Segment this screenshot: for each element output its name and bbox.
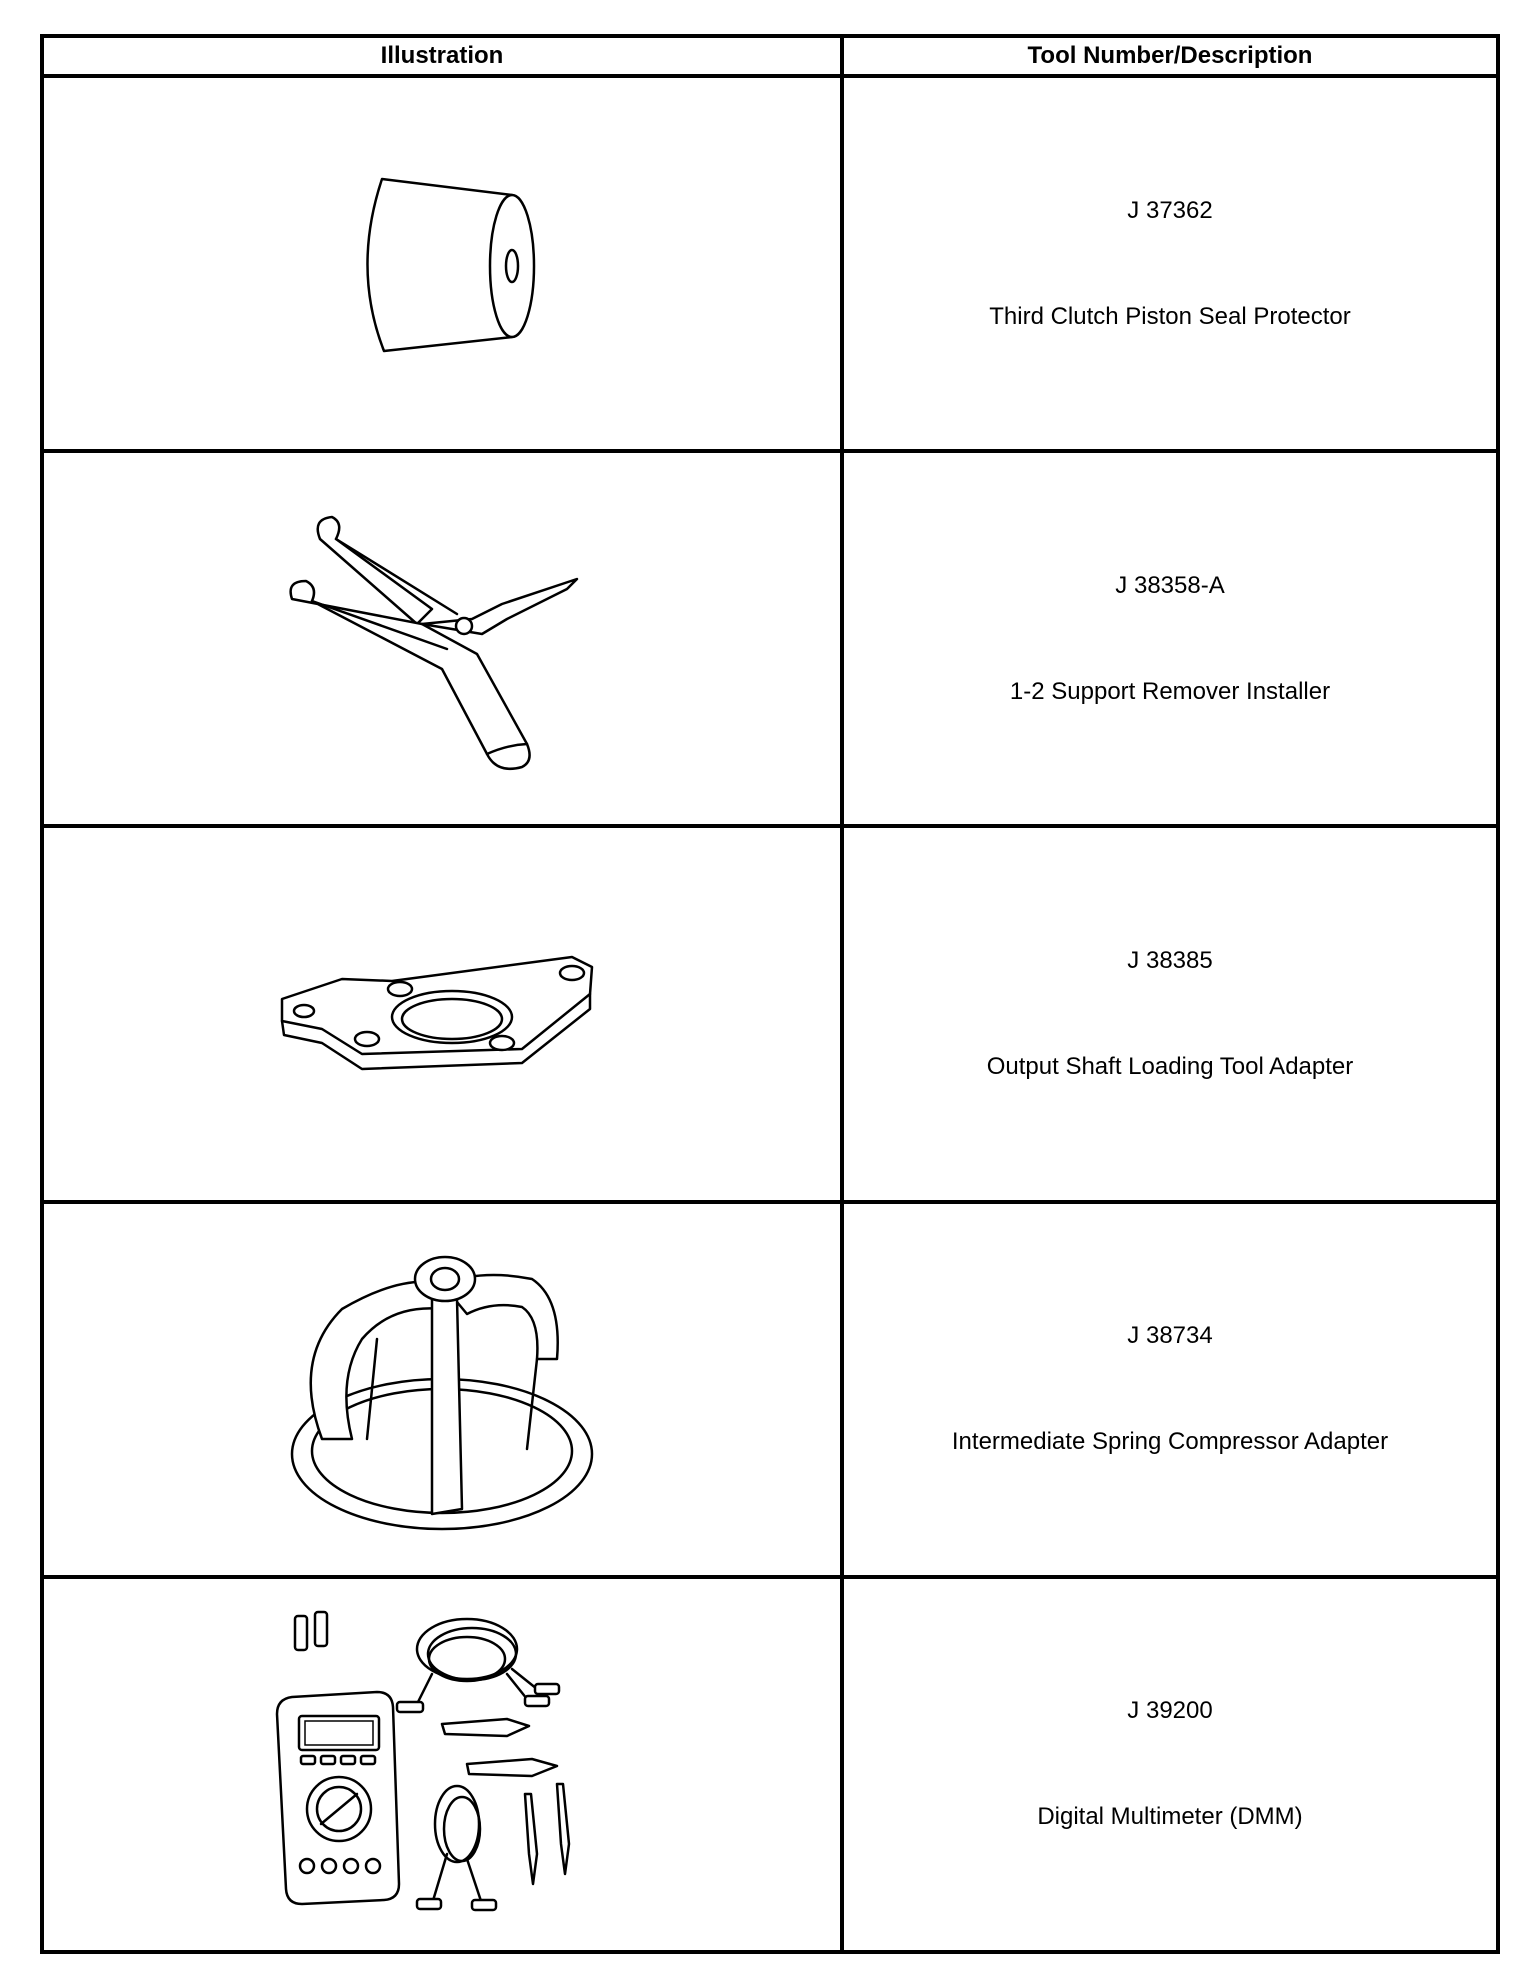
illustration-cell (42, 1577, 842, 1952)
table-row (42, 1202, 1498, 1577)
tool-description-cell (842, 826, 1498, 1201)
support-remover-installer-icon (272, 489, 612, 789)
table-row (42, 1577, 1498, 1952)
illustration-cell (42, 1202, 842, 1577)
seal-protector-icon (322, 149, 562, 379)
tool-number: J 37362 (1127, 196, 1213, 224)
digital-multimeter-icon (267, 1604, 617, 1924)
tool-description: Digital Multimeter (DMM) (1037, 1803, 1303, 1831)
tool-description: Intermediate Spring Compressor Adapter (951, 1428, 1389, 1456)
loading-tool-adapter-icon (272, 939, 612, 1089)
table-row (42, 826, 1498, 1201)
tool-number: J 38358-A (1115, 571, 1225, 599)
tool-description-cell (842, 1202, 1498, 1577)
table-row (42, 451, 1498, 826)
table-header-row (42, 36, 1498, 76)
tool-number: J 39200 (1127, 1697, 1213, 1725)
tool-number: J 38385 (1127, 946, 1213, 974)
tool-description-cell (842, 451, 1498, 826)
tool-description: 1-2 Support Remover Installer (1009, 677, 1331, 705)
tool-number: J 38734 (1127, 1322, 1213, 1350)
tool-description: Output Shaft Loading Tool Adapter (986, 1052, 1354, 1080)
tool-description-cell (842, 76, 1498, 451)
illustration-cell (42, 451, 842, 826)
spring-compressor-adapter-icon (282, 1239, 602, 1539)
tool-column-header: Tool Number/Description (842, 36, 1498, 76)
special-tools-table (40, 34, 1500, 1954)
illustration-cell (42, 826, 842, 1201)
illustration-column-header: Illustration (42, 36, 842, 76)
tool-description-cell (842, 1577, 1498, 1952)
table-row (42, 76, 1498, 451)
tool-description: Third Clutch Piston Seal Protector (989, 302, 1351, 330)
illustration-cell (42, 76, 842, 451)
